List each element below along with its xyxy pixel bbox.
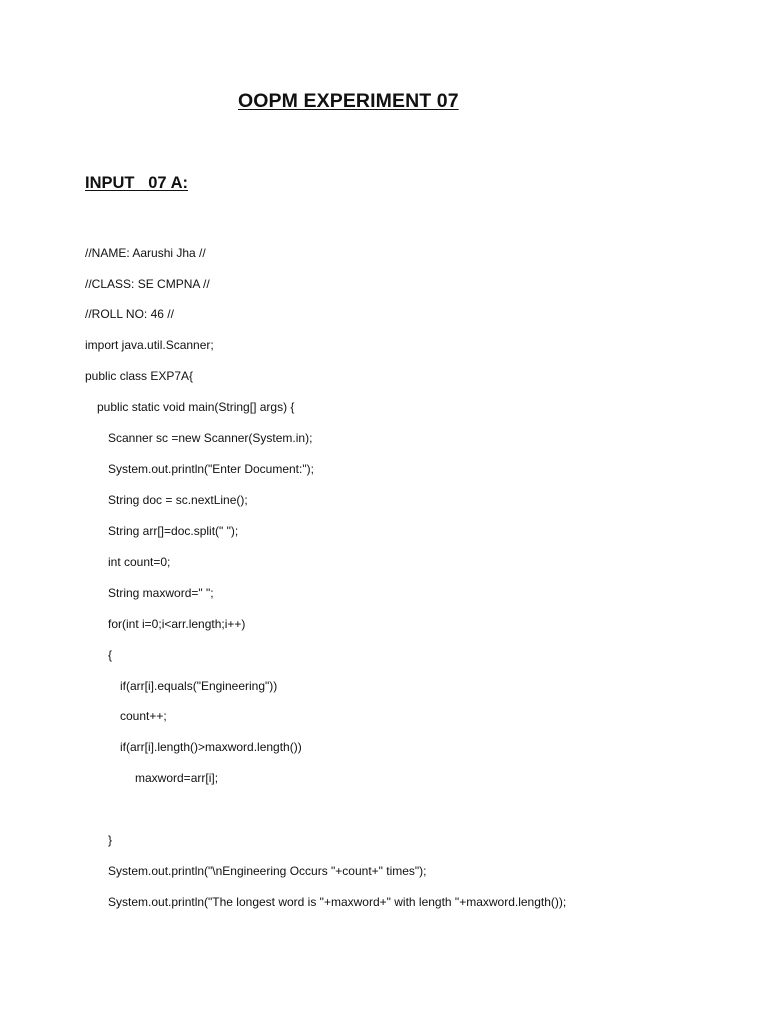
code-line: import java.util.Scanner;	[85, 338, 214, 352]
code-line: public class EXP7A{	[85, 369, 194, 383]
code-line: //NAME: Aarushi Jha //	[85, 246, 206, 260]
code-line: System.out.println("Enter Document:");	[108, 462, 314, 476]
code-line: if(arr[i].equals("Engineering"))	[120, 679, 278, 693]
code-line: System.out.println("\nEngineering Occurs "+count+" times");	[108, 864, 427, 878]
code-line: for(int i=0;i<arr.length;i++)	[108, 617, 246, 631]
code-line: {	[108, 648, 113, 662]
code-line: int count=0;	[108, 555, 171, 569]
code-line: }	[108, 833, 113, 847]
code-line: String maxword=" ";	[108, 586, 214, 600]
code-line: String doc = sc.nextLine();	[108, 493, 248, 507]
code-line: public static void main(String[] args) {	[97, 400, 295, 414]
code-line: if(arr[i].length()>maxword.length())	[120, 740, 302, 754]
code-line: count++;	[120, 709, 167, 723]
code-line: String arr[]=doc.split(" ");	[108, 524, 239, 538]
code-line: //CLASS: SE CMPNA //	[85, 277, 210, 291]
code-line: //ROLL NO: 46 //	[85, 307, 174, 321]
document-title: OOPM EXPERIMENT 07	[238, 90, 459, 112]
code-line: maxword=arr[i];	[135, 771, 219, 785]
code-line: System.out.println("The longest word is "+maxword+" with length "+maxword.length());	[108, 895, 567, 909]
section-heading: INPUT 07 A:	[85, 174, 188, 192]
code-line: Scanner sc =new Scanner(System.in);	[108, 431, 313, 445]
